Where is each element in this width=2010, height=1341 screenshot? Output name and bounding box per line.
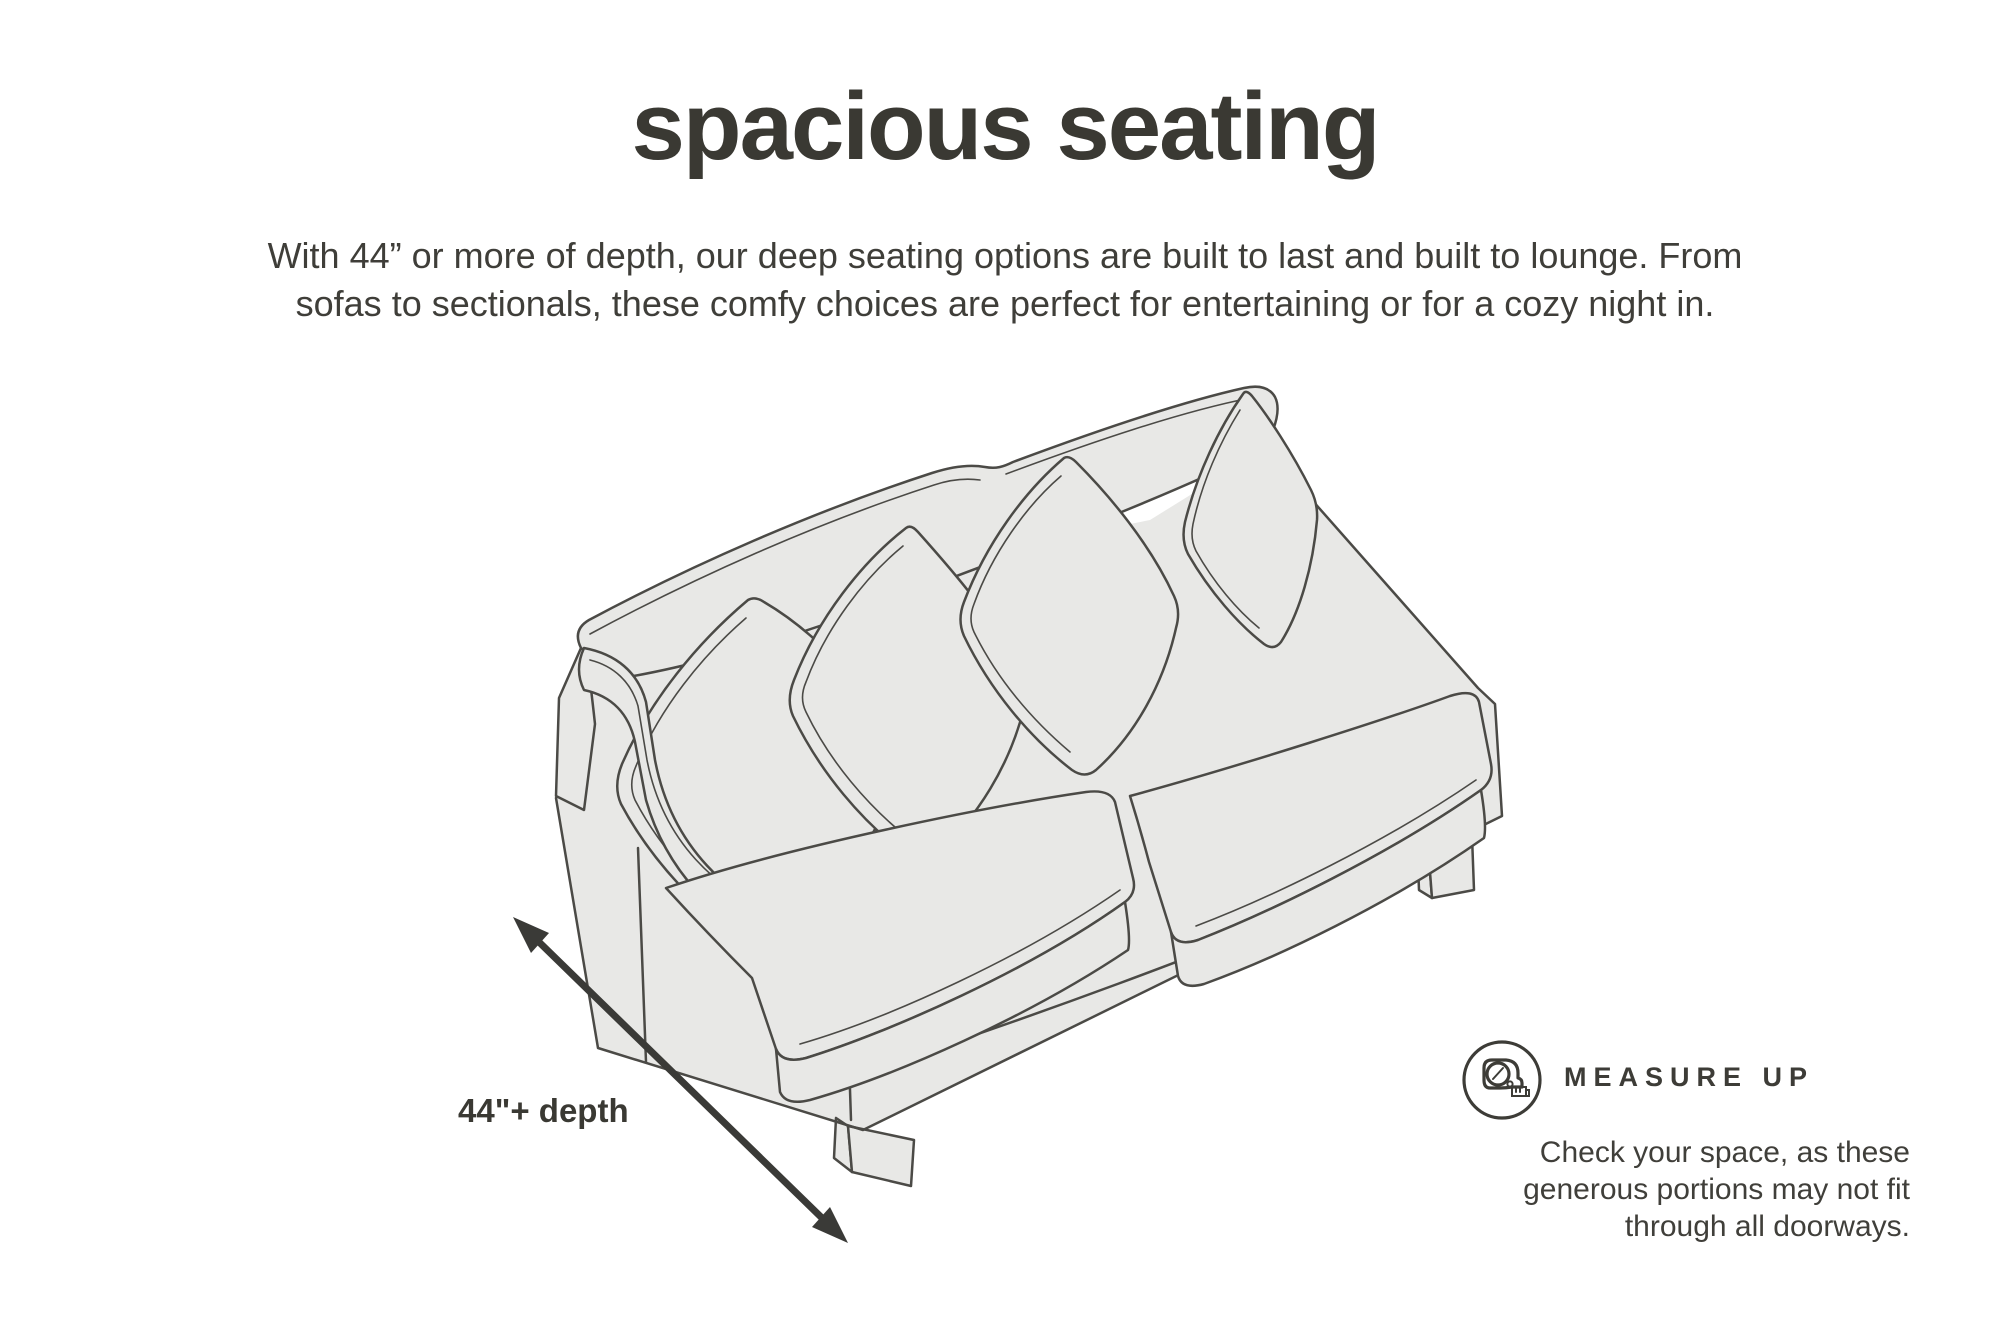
page-title: spacious seating xyxy=(631,73,1379,180)
measure-up-caption-line-3: through all doorways. xyxy=(1624,1210,1910,1243)
measure-up-section xyxy=(1440,1032,1910,1262)
intro-line-2: sofas to sectionals, these comfy choices are perfect for entertaining or for a cozy night in. xyxy=(295,283,1715,324)
intro-line-1: With 44” or more of depth, our deep seating options are built to last and built to lounge. From xyxy=(267,235,1743,276)
measure-up-header xyxy=(1440,1032,1910,1128)
depth-label: 44"+ depth xyxy=(458,1092,629,1129)
measure-up-heading: MEASURE UP xyxy=(1564,1062,1815,1092)
measure-up-caption xyxy=(1440,1134,1910,1245)
tape-measure-icon xyxy=(1460,1038,1544,1122)
sofa-foot-front xyxy=(834,1118,914,1186)
measure-up-caption-line-2: generous portions may not fit xyxy=(1523,1173,1910,1206)
measure-up-caption-line-1: Check your space, as these xyxy=(1539,1136,1910,1169)
